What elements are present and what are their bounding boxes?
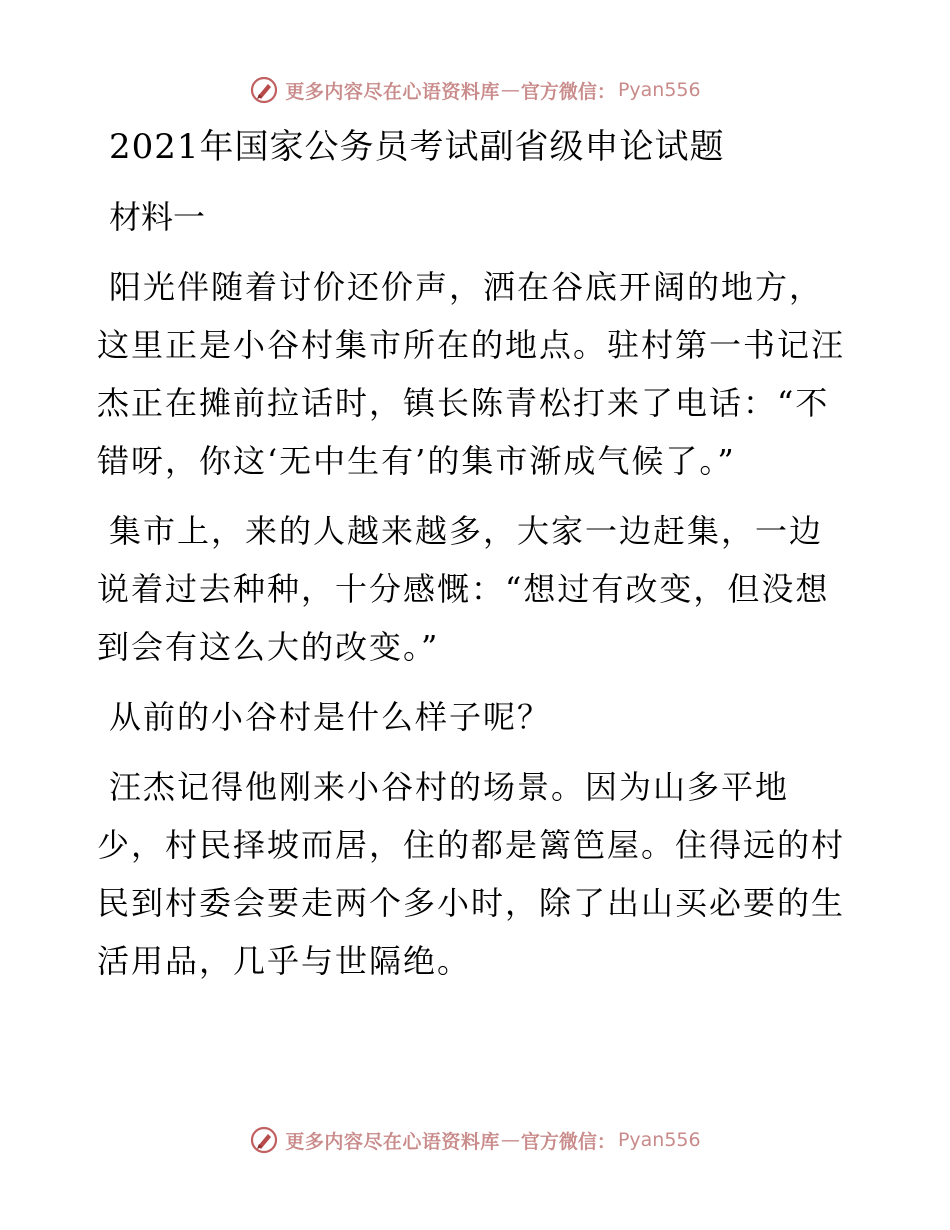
paragraph-line: 杰正在摊前拉话时，镇长陈青松打来了电话：“不 — [97, 384, 830, 422]
banner-wechat-id: Pyan556 — [617, 1129, 701, 1151]
banner-wechat-label: 官方微信： — [520, 1130, 616, 1153]
document-title: 2021年国家公务员考试副省级申论试题 — [109, 127, 725, 167]
paragraph-line: 阳光伴随着讨价还价声，洒在谷底开阔的地方， — [109, 268, 824, 306]
watermark-banner-top — [0, 70, 950, 110]
watermark-banner-bottom — [0, 1120, 950, 1160]
paragraph-line: 集市上，来的人越来越多，大家一边赶集，一边 — [109, 512, 824, 550]
paragraph-2 — [97, 502, 857, 676]
paragraph-3 — [97, 688, 857, 746]
paragraph-line: 汪杰记得他刚来小谷村的场景。因为山多平地 — [109, 768, 790, 806]
banner-main-text: 更多内容尽在心语资料库 — [285, 80, 500, 103]
banner-separator: — — [500, 79, 520, 101]
paragraph-line: 少，村民择坡而居，住的都是篱笆屋。住得远的村 — [97, 826, 846, 864]
banner-separator: — — [500, 1129, 520, 1151]
paragraph-1 — [97, 258, 857, 490]
paragraph-line: 到会有这么大的改变。” — [97, 628, 440, 666]
document-body — [97, 118, 857, 990]
section-heading: 材料一 — [109, 198, 206, 236]
fountain-pen-logo-icon — [249, 75, 279, 105]
paragraph-line: 错呀，你这‘无中生有’的集市渐成气候了。” — [97, 442, 736, 480]
paragraph-line: 活用品，几乎与世隔绝。 — [97, 942, 472, 980]
paragraph-4 — [97, 758, 857, 990]
banner-main-text: 更多内容尽在心语资料库 — [285, 1130, 500, 1153]
fountain-pen-logo-icon — [249, 1125, 279, 1155]
paragraph-line: 说着过去种种，十分感慨：“想过有改变，但没想 — [97, 570, 830, 608]
paragraph-line: 这里正是小谷村集市所在的地点。驻村第一书记汪 — [97, 326, 846, 364]
paragraph-line: 民到村委会要走两个多小时，除了出山买必要的生 — [97, 884, 846, 922]
banner-wechat-id: Pyan556 — [617, 79, 701, 101]
banner-wechat-label: 官方微信： — [520, 80, 616, 103]
paragraph-line: 从前的小谷村是什么样子呢？ — [109, 698, 552, 736]
